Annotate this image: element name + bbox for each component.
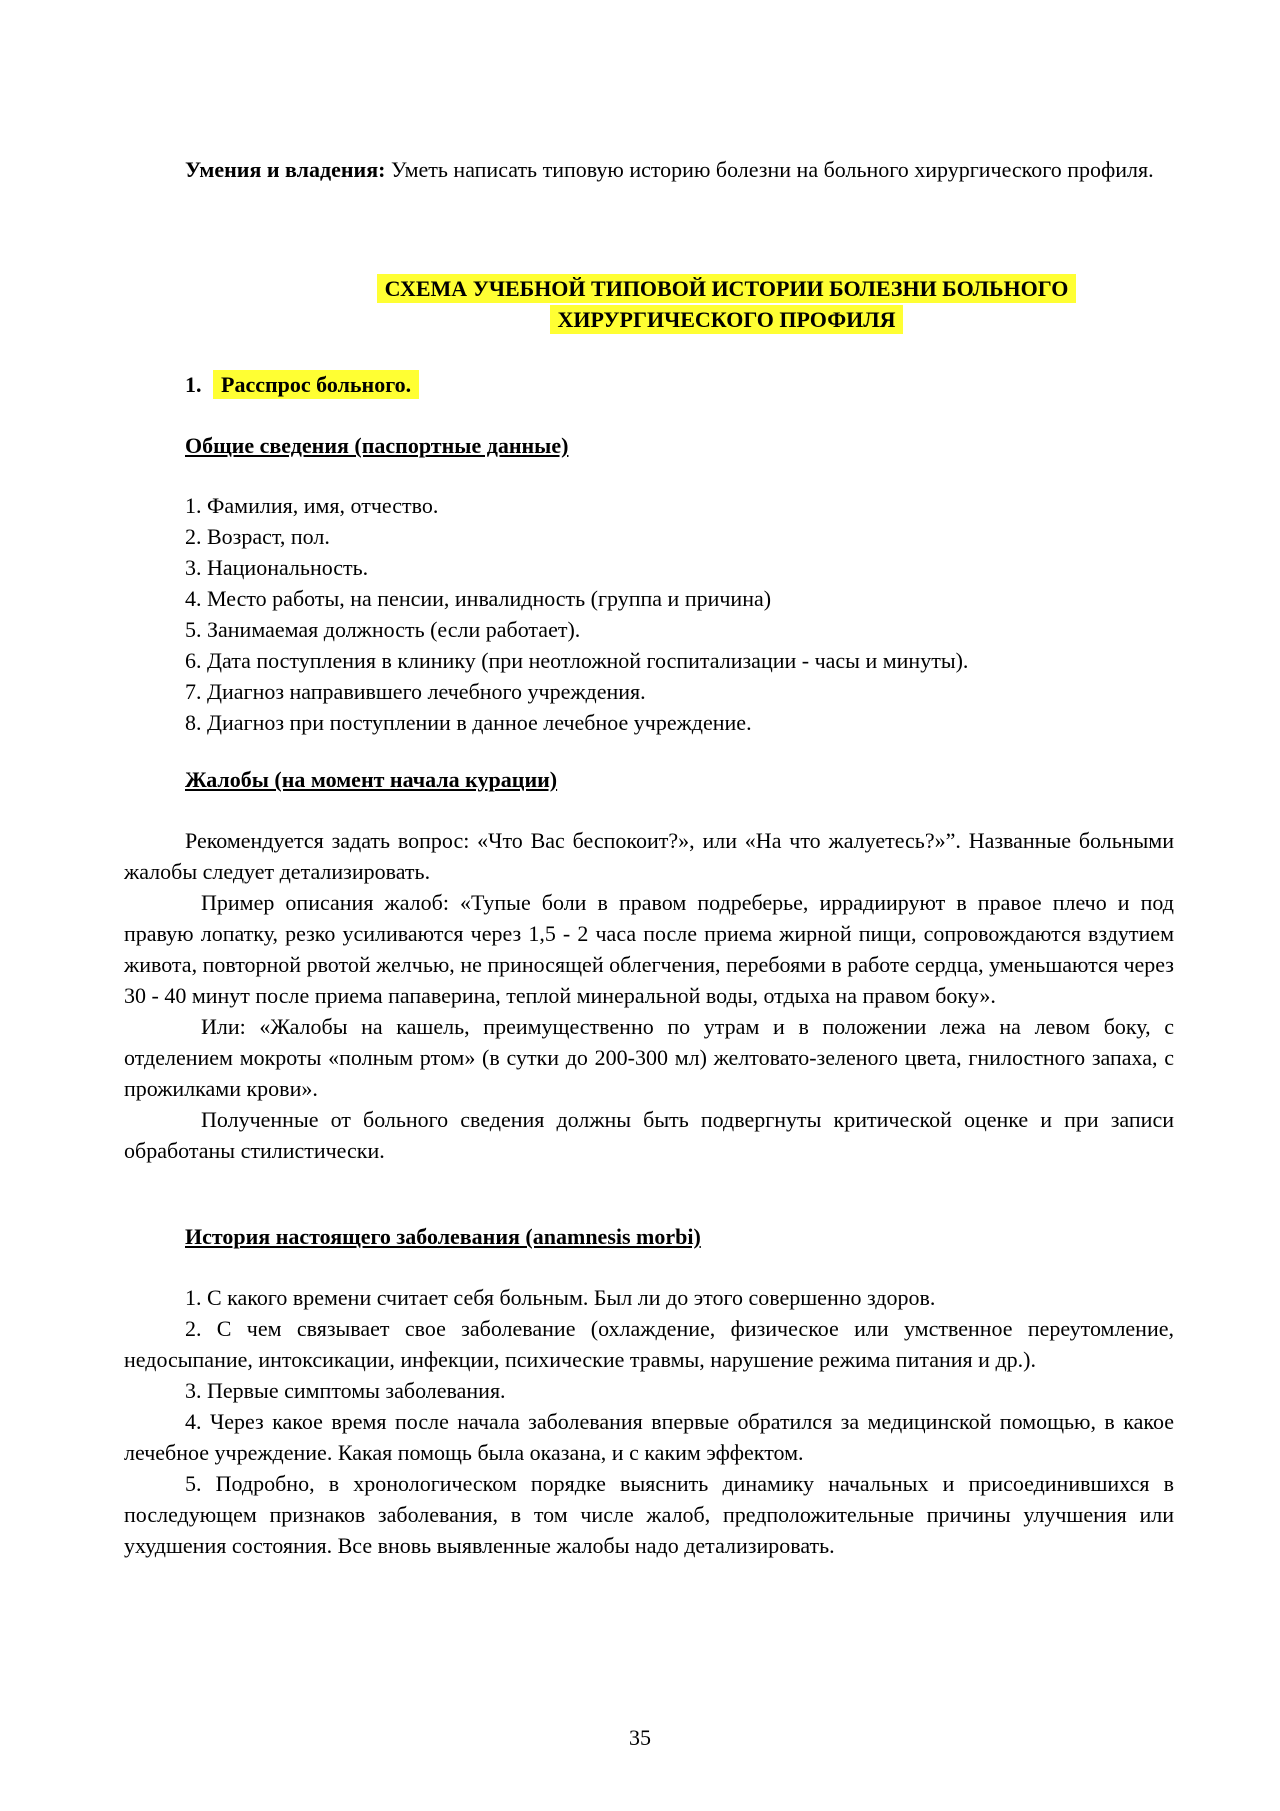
title-line-1: СХЕМА УЧЕБНОЙ ТИПОВОЙ ИСТОРИИ БОЛЕЗНИ БОЛЬНОГО — [377, 274, 1077, 303]
general-item-8: 8. Диагноз при поступлении в данное лечебное учреждение. — [185, 710, 752, 735]
skills-label: Умения и владения: — [185, 157, 386, 182]
history-paragraph-5: 5. Подробно, в хронологическом порядке выяснить динамику начальных и присоединившихся в последующем признаков заболевания, в том числе жалоб, предположительные причины улучшения или ухудшения состояния. Все вновь выявленные жалобы надо детализировать. — [124, 1471, 1174, 1558]
skills-paragraph — [124, 154, 1174, 185]
general-item-2: 2. Возраст, пол. — [185, 524, 330, 549]
complaints-paragraph-3: Или: «Жалобы на кашель, преимущественно по утрам и в положении лежа на левом боку, с отделением мокроты «полным ртом» (в сутки до 200-300 мл) желтовато-зеленого цвета, гнилостного запаха, с прожилками крови». — [124, 1014, 1174, 1101]
general-list — [124, 490, 1174, 738]
complaints-heading: Жалобы (на момент начала курации) — [185, 767, 558, 792]
title-line-2: ХИРУРГИЧЕСКОГО ПРОФИЛЯ — [550, 305, 904, 334]
general-heading: Общие сведения (паспортные данные) — [185, 433, 569, 458]
history-paragraph-4: 4. Через какое время после начала заболевания впервые обратился за медицинской помощью, в какое лечебное учреждение. Какая помощь была оказана, и с каким эффектом. — [124, 1409, 1174, 1465]
section-1-number: 1. — [185, 372, 202, 397]
general-item-5: 5. Занимаемая должность (если работает). — [185, 617, 581, 642]
history-paragraph-3: 3. Первые симптомы заболевания. — [185, 1378, 506, 1403]
page-number: 35 — [629, 1725, 651, 1750]
complaints-paragraph-2: Пример описания жалоб: «Тупые боли в правом подреберье, иррадиируют в правое плечо и под правую лопатку, резко усиливаются через 1,5 - 2 часа после приема жирной пищи, сопровождаются вздутием живота, повторной рвотой желчью, не приносящей облегчения, перебоями в работе сердца, уменьшаются через 30 - 40 минут после приема папаверина, теплой минеральной воды, отдыха на правом боку». — [124, 890, 1174, 1008]
complaints-paragraph-1: Рекомендуется задать вопрос: «Что Вас беспокоит?», или «На что жалуетесь?»”. Названные больными жалобы следует детализировать. — [124, 828, 1174, 884]
history-paragraph-1: 1. С какого времени считает себя больным. Был ли до этого совершенно здоров. — [185, 1285, 936, 1310]
history-paragraph-2: 2. С чем связывает свое заболевание (охлаждение, физическое или умственное переутомление, недосыпание, интоксикации, инфекции, психические травмы, нарушение режима питания и др.). — [124, 1316, 1174, 1372]
document-title — [124, 273, 1174, 335]
complaints-body — [124, 825, 1174, 1166]
history-body — [124, 1282, 1174, 1561]
section-1-heading — [185, 369, 419, 400]
general-item-6: 6. Дата поступления в клинику (при неотложной госпитализации - часы и минуты). — [185, 648, 969, 673]
general-item-4: 4. Место работы, на пенсии, инвалидность (группа и причина) — [185, 586, 772, 611]
general-item-1: 1. Фамилия, имя, отчество. — [185, 493, 439, 518]
general-item-3: 3. Национальность. — [185, 555, 369, 580]
general-item-7: 7. Диагноз направившего лечебного учреждения. — [185, 679, 646, 704]
skills-text: Уметь написать типовую историю болезни на больного хирургического профиля. — [385, 157, 1154, 182]
section-1-label: Расспрос больного. — [213, 370, 419, 399]
complaints-paragraph-4: Полученные от больного сведения должны быть подвергнуты критической оценке и при записи обработаны стилистически. — [124, 1107, 1174, 1163]
history-heading: История настоящего заболевания (anamnesis morbi) — [185, 1224, 701, 1249]
